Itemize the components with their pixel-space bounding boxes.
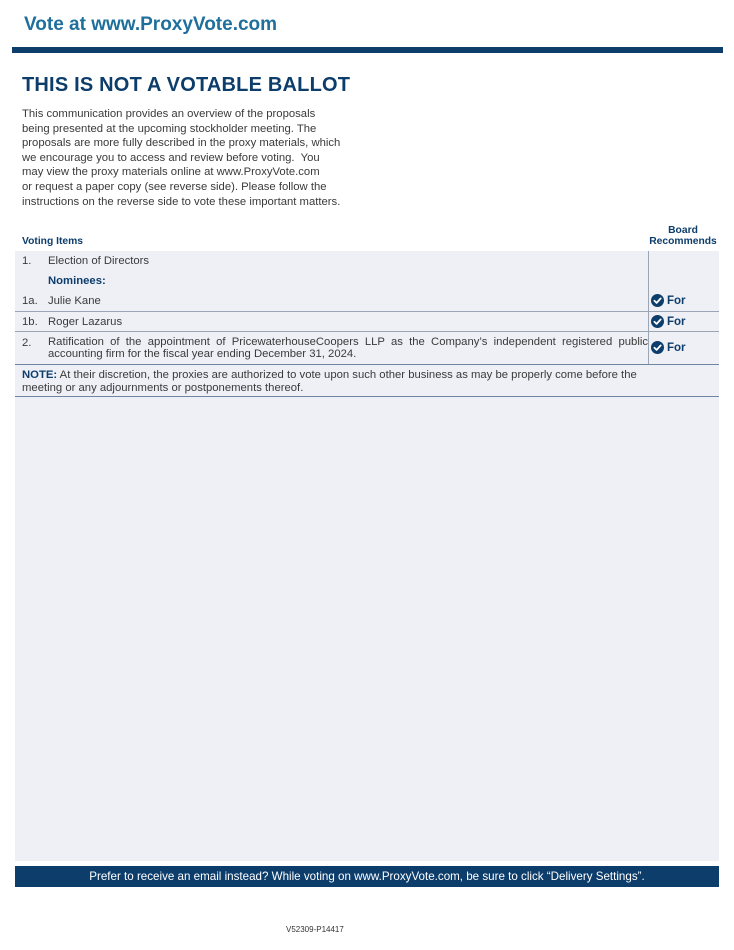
page-title: THIS IS NOT A VOTABLE BALLOT	[22, 74, 351, 96]
nominee-name: Roger Lazarus	[48, 316, 123, 328]
header-divider-bar	[12, 47, 723, 53]
intro-line: being presented at the upcoming stockholder meeting. The	[22, 122, 317, 135]
recommendation-label: For	[667, 315, 686, 328]
proxyvote-header-link[interactable]: Vote at www.ProxyVote.com	[24, 14, 278, 35]
item-text: Ratification of the appointment of PricewaterhouseCoopers LLP as the Company’s independent registered public accounting firm for the fiscal year ending December 31, 2024.	[48, 336, 648, 360]
board-recommends-header	[644, 225, 722, 247]
nominee-name: Julie Kane	[48, 295, 101, 307]
footer-banner: Prefer to receive an email instead? While voting on www.ProxyVote.com, be sure to click “Delivery Settings”.	[15, 866, 719, 887]
check-circle-icon	[651, 315, 664, 328]
intro-line: This communication provides an overview of the proposals	[22, 108, 316, 120]
nominee-1a-recommendation	[651, 294, 686, 307]
nominee-1b-recommendation	[651, 315, 686, 328]
intro-line: proposals are more fully described in the proxy materials, which	[22, 137, 341, 150]
voting-items-header: Voting Items	[22, 236, 84, 247]
check-circle-icon	[651, 294, 664, 307]
item-number: 2.	[22, 337, 32, 349]
board-header-line1: Board	[668, 225, 698, 236]
item-text: Election of Directors	[48, 255, 150, 267]
item-number: 1.	[22, 255, 32, 267]
document-code: V52309-P14417	[286, 925, 344, 934]
row-divider	[15, 311, 719, 312]
nominees-label: Nominees:	[48, 275, 106, 287]
intro-line: or request a paper copy (see reverse side). Please follow the	[22, 180, 327, 193]
note-text: At their discretion, the proxies are authorized to vote upon such other business as may be properly come before the meeting or any adjournments or postponements thereof.	[22, 369, 637, 394]
intro-paragraph	[22, 107, 367, 209]
item-number: 1b.	[22, 316, 38, 328]
intro-line: we encourage you to access and review before voting. You	[22, 151, 320, 164]
recommendation-label: For	[667, 341, 686, 354]
intro-line: may view the proxy materials online at www.ProxyVote.com	[22, 166, 320, 179]
board-header-line2: Recommends	[649, 236, 717, 247]
recommendation-label: For	[667, 294, 686, 307]
row-divider	[15, 331, 719, 332]
item-number: 1a.	[22, 295, 38, 307]
check-circle-icon	[651, 341, 664, 354]
recommend-column-divider	[648, 251, 649, 364]
note-paragraph	[22, 369, 662, 394]
intro-line: instructions on the reverse side to vote these important matters.	[22, 195, 341, 208]
note-divider	[15, 396, 719, 397]
item-2-recommendation	[651, 341, 686, 354]
row-divider	[15, 364, 719, 365]
note-label: NOTE:	[22, 369, 58, 381]
